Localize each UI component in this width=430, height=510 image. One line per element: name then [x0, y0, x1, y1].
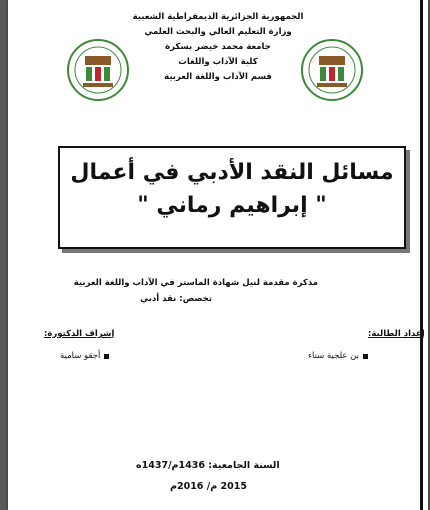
thesis-title-line-2: " إبراهيم رماني ": [137, 193, 327, 218]
institution-header: [118, 10, 318, 85]
bullet-icon: [363, 354, 368, 359]
document-page: [8, 0, 428, 510]
supervisor-name-row: [60, 351, 109, 361]
specialization: تخصص: نقد أدبي: [140, 294, 212, 304]
page-border: [420, 0, 423, 510]
supervisor-name: أجقو سامية: [60, 351, 101, 361]
header-line-3: جامعة محمد خيضر بسكرة: [165, 42, 271, 52]
header-line-1: الجمهورية الجزائرية الديمقراطية الشعبية: [132, 12, 304, 22]
student-name-row: [308, 351, 368, 361]
thesis-title-box: [58, 146, 406, 249]
academic-year-gregorian: 2015 م/ 2016م: [170, 481, 247, 492]
header-line-5: قسم الآداب واللغة العربية: [164, 72, 272, 82]
header-line-4: كلية الآداب واللغات: [178, 57, 258, 67]
memo-description: مذكرة مقدمة لنيل شهادة الماستر في الآداب واللغة العربية: [73, 278, 318, 288]
header-line-2: وزارة التعليم العالي والبحث العلمي: [144, 27, 292, 37]
university-logo-right: [300, 38, 364, 102]
student-label: إعداد الطالبة:: [368, 329, 425, 339]
academic-year-hijri: السنة الجامعية: 1436م/1437ه: [136, 460, 280, 471]
university-logo-left: [66, 38, 130, 102]
thesis-title-line-1: مسائل النقد الأدبي في أعمال: [70, 160, 394, 185]
supervisor-label: إشراف الدكتورة:: [44, 329, 115, 339]
bullet-icon: [104, 354, 109, 359]
student-name: بن علجية سناء: [308, 351, 360, 361]
